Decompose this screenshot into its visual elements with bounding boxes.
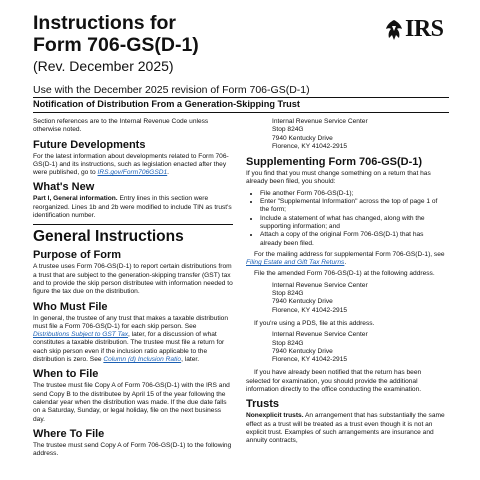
form-subtitle: Notification of Distribution From a Generation-Skipping Trust xyxy=(33,99,300,109)
address-line: 7940 Kentucky Drive xyxy=(272,134,333,142)
mailing-text: For the mailing address for supplemental Form 706-GS(D-1), see xyxy=(254,250,445,258)
purpose-text: A trustee uses Form 706-GS(D-1) to report certain distributions from a trust that are subject to the generation-skipping transfer (GST) tax and to provide the skip person distributee with information needed to figure the tax due on the distribution. xyxy=(33,263,233,296)
address-line: 7940 Kentucky Drive xyxy=(272,298,333,306)
general-instructions-heading: General Instructions xyxy=(33,228,184,246)
revision-date: (Rev. December 2025) xyxy=(33,58,174,74)
future-developments-text xyxy=(33,153,233,178)
address-line: Internal Revenue Service Center xyxy=(272,118,368,125)
trusts-heading: Trusts xyxy=(246,398,280,411)
irs-gov-link[interactable]: IRS.gov/Form706GSD1 xyxy=(97,169,168,177)
inclusion-ratio-link[interactable]: Column (d) Inclusion Ratio xyxy=(103,356,182,364)
when-to-file-text: The trustee must file Copy A of Form 706-GS(D-1) with the IRS and send Copy B to the distributee by April 15 of the year following the calendar year when the distribution was made. If the due date falls on a Saturday, Sunday, or legal holiday, file on the next business day. xyxy=(33,382,230,423)
whats-new-body: Entry lines in this section were reorganized. Lines 1b and 2b were modified to include TIN as trust's identification number. xyxy=(33,195,232,220)
notified-text: If you have already been notified that the return has been selected for examination, you should provide the additional information directly to the office conducting the examination. xyxy=(246,369,422,394)
intro-text: Section references are to the Internal Revenue Code unless otherwise noted. xyxy=(33,118,209,134)
address-line: Stop 824G xyxy=(272,126,304,134)
who-text-3: , later. xyxy=(181,356,200,364)
future-developments-heading: Future Developments xyxy=(33,138,146,151)
header-divider xyxy=(33,97,449,98)
supplementing-list xyxy=(246,190,446,248)
purpose-heading: Purpose of Form xyxy=(33,249,122,262)
whats-new-text xyxy=(33,195,233,220)
irs-logo-text: IRS xyxy=(405,16,444,42)
where-to-file-text: The trustee must send Copy A of Form 706-GS(D-1) to the following address. xyxy=(33,441,232,458)
address-block-amended xyxy=(272,282,446,315)
address-block-top xyxy=(272,118,446,151)
mailing-address-text xyxy=(246,251,446,268)
page-title xyxy=(33,12,199,56)
whats-new-heading: What's New xyxy=(33,181,95,194)
who-must-file-text xyxy=(33,315,233,365)
address-line: Stop 824G xyxy=(272,339,304,347)
list-item: • Attach a copy of the original Form 706-GS(D-1) that has already been filed. xyxy=(260,231,446,248)
when-to-file-heading: When to File xyxy=(33,368,99,381)
future-text-end: . xyxy=(167,169,169,177)
nonexplicit-trusts-text xyxy=(246,412,446,445)
who-text-1: In general, the trustee of any trust that makes a taxable distribution must file a Form 706-GS(D-1) for each skip person. See xyxy=(33,314,228,330)
right-column xyxy=(246,118,446,449)
irs-logo xyxy=(383,18,449,44)
section-divider xyxy=(33,224,233,225)
distributions-link[interactable]: Distributions Subject to GST Tax xyxy=(33,331,129,339)
address-line: Florence, KY 41042-2915 xyxy=(272,306,348,314)
address-line: Internal Revenue Service Center xyxy=(272,331,368,339)
address-line: Florence, KY 41042-2915 xyxy=(272,142,348,150)
pds-text: If you're using a PDS, file at this address. xyxy=(254,319,375,327)
address-block-pds xyxy=(272,331,446,364)
list-item: • File another Form 706-GS(D-1); xyxy=(260,190,446,198)
irs-eagle-icon xyxy=(383,18,405,42)
header-divider-bottom xyxy=(33,112,449,113)
title-line-1: Instructions for xyxy=(33,12,177,34)
future-text: For the latest information about developments related to Form 706-GS(D-1) and its instructions, such as legislation enacted after they were published, go to xyxy=(33,152,229,177)
address-line: Internal Revenue Service Center xyxy=(272,281,368,289)
nonexplicit-bold: Nonexplicit trusts. xyxy=(246,412,304,420)
address-line: 7940 Kentucky Drive xyxy=(272,347,333,355)
left-column xyxy=(33,118,233,461)
title-line-2: Form 706-GS(D-1) xyxy=(33,34,199,56)
filing-returns-link[interactable]: Filing Estate and Gift Tax Returns xyxy=(246,259,345,267)
who-text-2: , later, for a discussion of what constitutes a taxable distribution. The trustee must file a return for each skip person even if the inclusion ratio applicable to the distribution is zero. See xyxy=(33,331,225,364)
list-item: • Include a statement of what has changed, along with the supporting information; and xyxy=(260,215,446,232)
supplementing-heading: Supplementing Form 706-GS(D-1) xyxy=(246,156,423,169)
where-to-file-heading: Where To File xyxy=(33,427,105,440)
address-line: Florence, KY 41042-2915 xyxy=(272,356,348,364)
who-must-file-heading: Who Must File xyxy=(33,300,108,313)
amended-text: File the amended Form 706-GS(D-1) at the following address. xyxy=(254,270,435,278)
use-with-line: Use with the December 2025 revision of Form 706-GS(D-1) xyxy=(33,84,310,96)
list-item: • Enter "Supplemental Information" across the top of page 1 of the form; xyxy=(260,198,446,215)
whats-new-bold: Part I, General information. xyxy=(33,195,118,203)
mailing-text-end: . xyxy=(344,259,347,267)
nonexplicit-body: An arrangement that has substantially the same effect as a trust will be treated as a trust even though it is not an explicit trust. Examples of such arrangements are insurance and annuity contracts, xyxy=(246,412,445,445)
supplementing-intro: If you find that you must change something on a return that has already been filed, you should: xyxy=(246,170,431,186)
address-line: Stop 824G xyxy=(272,290,304,298)
